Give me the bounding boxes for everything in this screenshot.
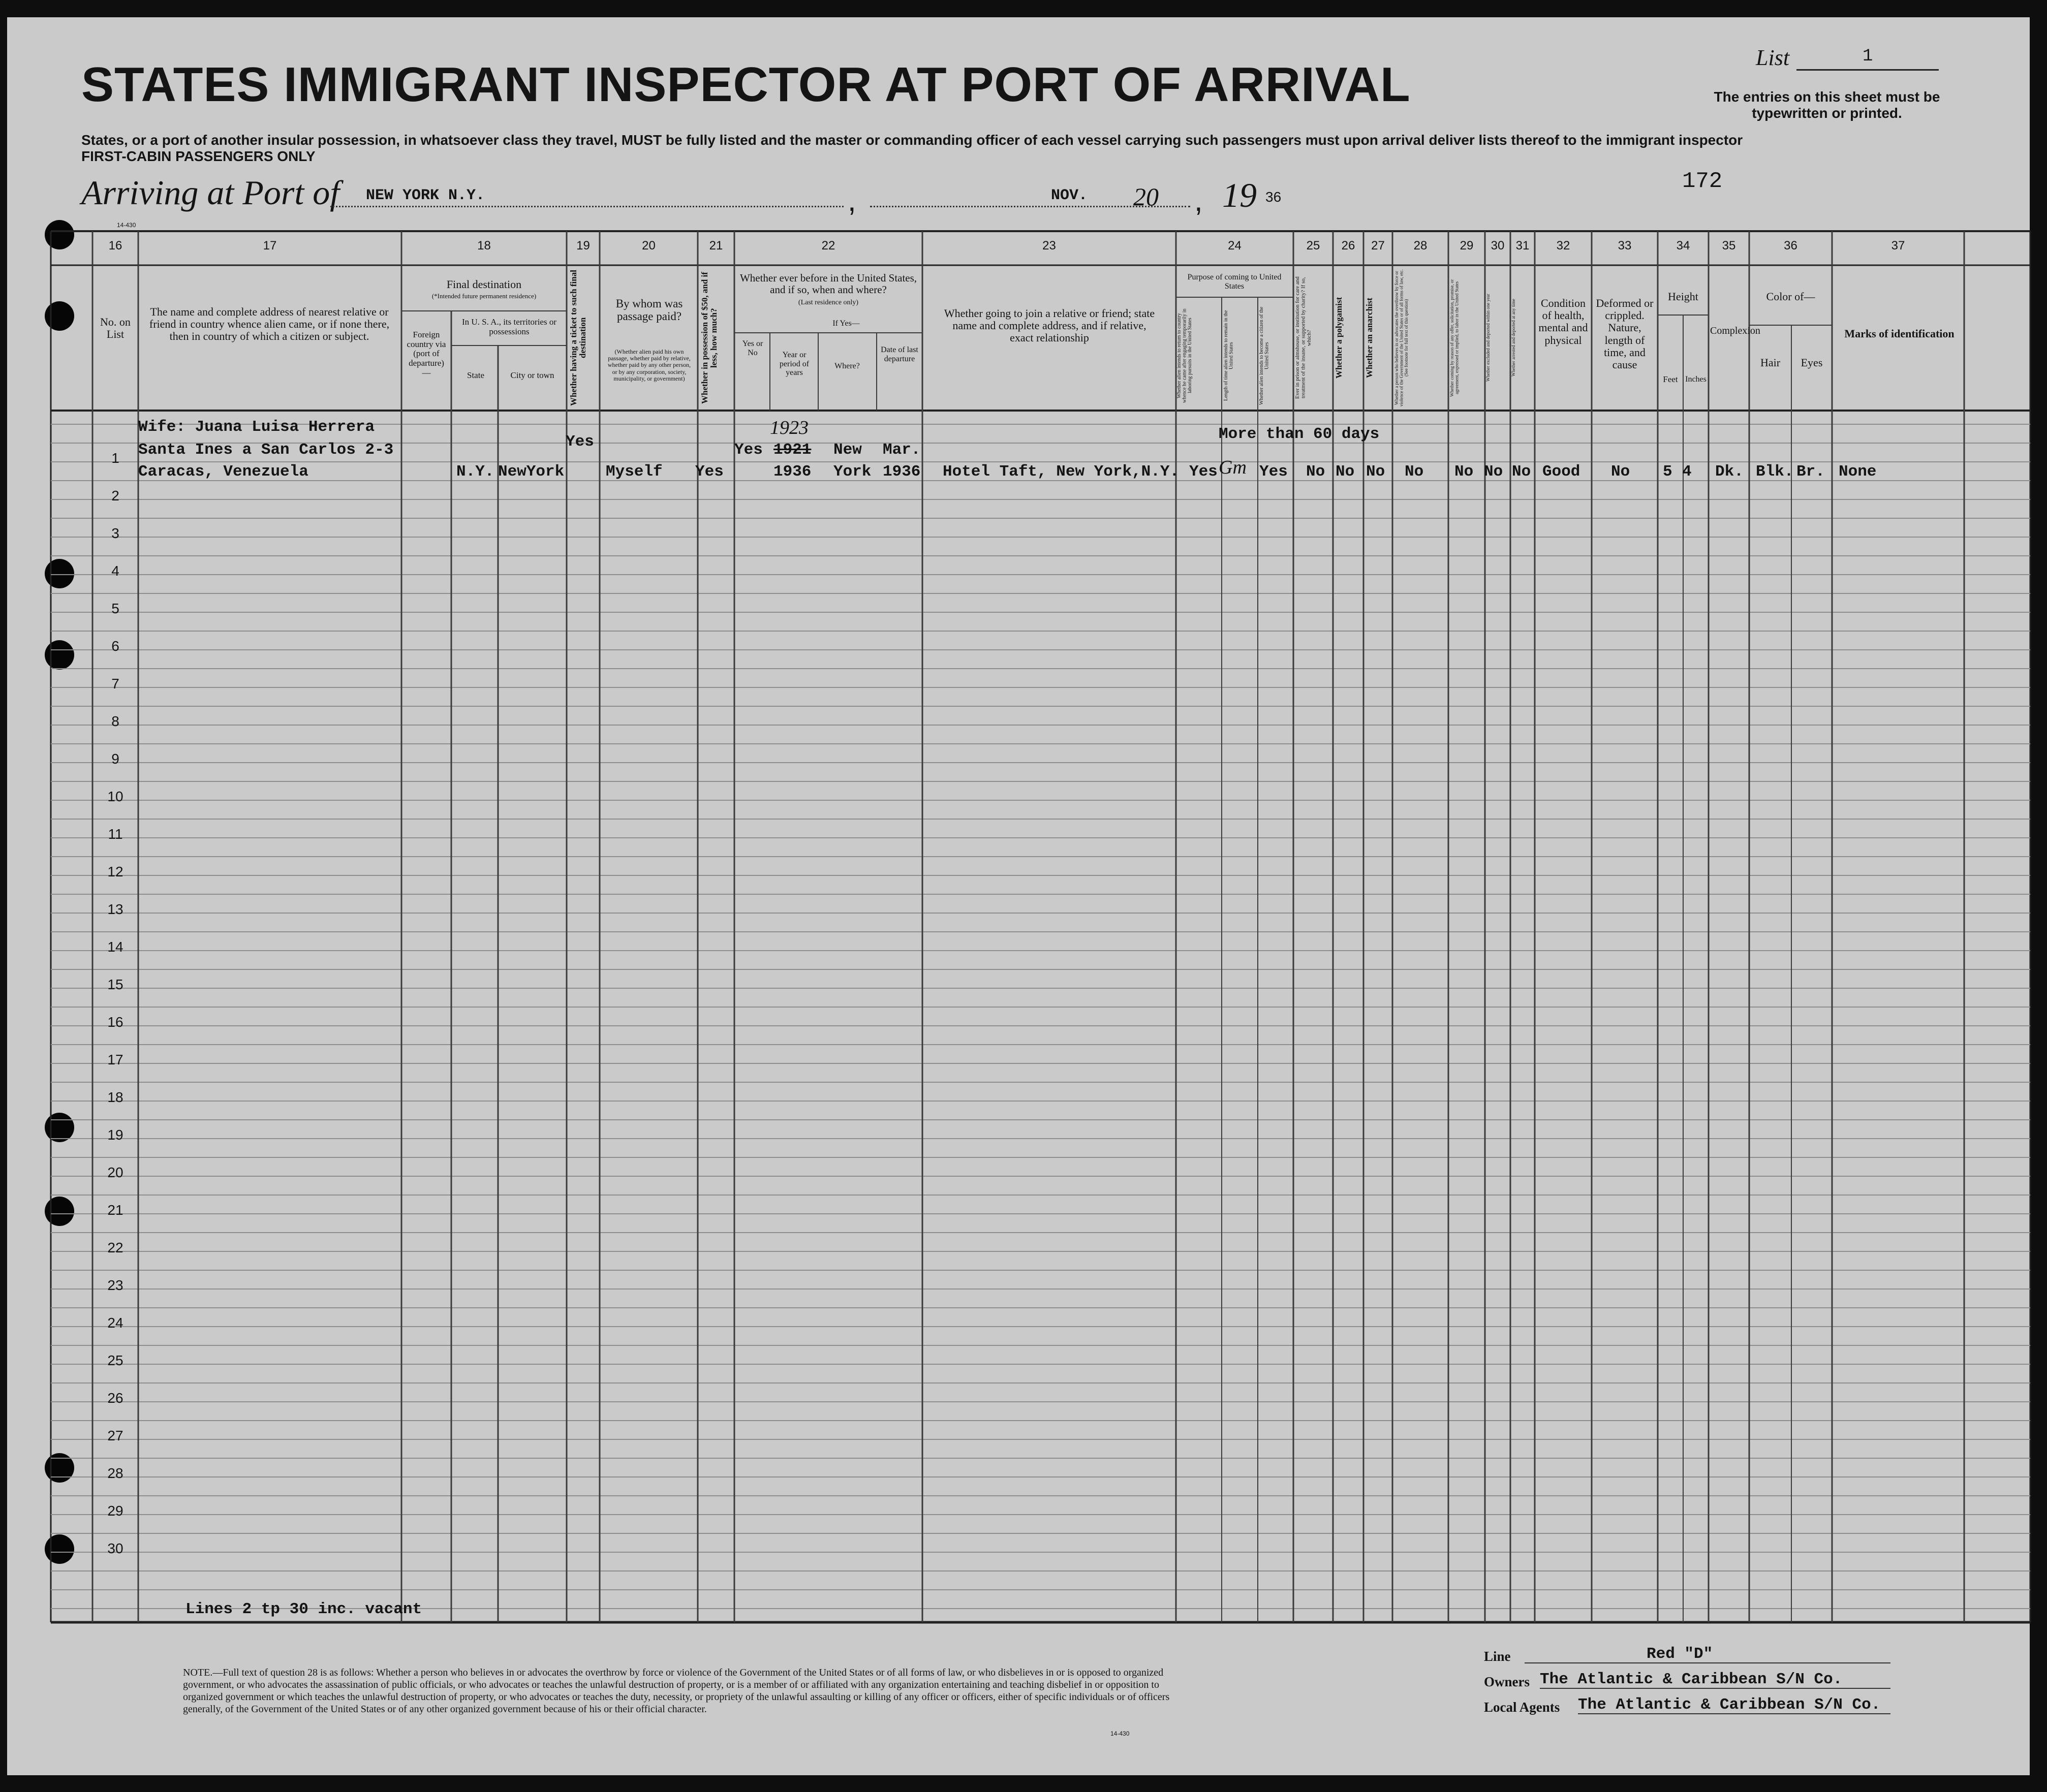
entry-relative-line-2: Santa Ines a San Carlos 2-3 (138, 441, 394, 459)
entry-citizen: Yes (1259, 463, 1288, 481)
row-number: 14 (107, 939, 123, 955)
row-number: 17 (107, 1052, 123, 1067)
header-final-destination: Final destination (446, 278, 522, 291)
year-prefix: 19 (1222, 176, 1257, 214)
entry-joining: Hotel Taft, New York,N.Y. (943, 463, 1180, 481)
entry-relative-line-1: Wife: Juana Luisa Herrera (138, 418, 375, 436)
header-excluded: Whether excluded and deported within one year (1485, 294, 1491, 382)
vacant-lines-note: Lines 2 tp 30 inc. vacant (185, 1600, 422, 1618)
row-number: 1 (111, 450, 119, 466)
header-relative: The name and complete address of nearest relative or friend in country whence alien came, or if none there, then in country of which a citizen or subject. (149, 305, 390, 343)
row-number: 25 (107, 1353, 123, 1368)
entry-date-1: Mar. (883, 441, 921, 459)
col-number-37: 37 (1891, 239, 1905, 253)
col-number-23: 23 (1042, 239, 1056, 253)
row-number: 6 (111, 638, 119, 654)
header-no-on-list: No. on List (100, 316, 131, 341)
header-eyes: Eyes (1801, 356, 1823, 369)
page-number: 172 (1682, 169, 1723, 194)
arriving-label: Arriving at Port of (81, 173, 340, 212)
col-number-27: 27 (1371, 239, 1385, 253)
entry-initials: Gm (1219, 457, 1247, 478)
col-number-30: 30 (1491, 239, 1505, 253)
row-number: 4 (111, 563, 119, 579)
footnote-question-28: NOTE.—Full text of question 28 is as follows: Whether a person who believes in or advocates the overthrow by force or violence of the Government of the United States or of all forms of law, or who disbelieves in or is opposed to organized government, or who advocates the assassination of public officials, or who advocates or teaches the unlawful destruction of property, or is a member of or affiliated with any organization entertaining and teaching disbelief in or opposition to organized government or which teaches the unlawful destruction of property, or who advocates or teaches the duty, necessity, or propriety of the unlawful assaulting or killing of any officer or officers, either of specific individuals or of officers generally, of the Government of the United States or of any other organized government because of his or their official character. (183, 1667, 1170, 1715)
header-date-departure: Date of last departure (881, 345, 918, 363)
entry-anarchist: No (1366, 463, 1385, 481)
col-number-33: 33 (1618, 239, 1632, 253)
entry-feet: 5 (1663, 463, 1672, 481)
entry-year-struck: 1921 (773, 441, 812, 459)
entry-before: Yes (734, 441, 763, 459)
col-number-18: 18 (477, 239, 491, 253)
col-number-32: 32 (1556, 239, 1570, 253)
entry-state: N.Y. (456, 463, 494, 481)
row-number: 3 (111, 525, 119, 541)
entry-prison: No (1306, 463, 1325, 481)
entries-note: The entries on this sheet must be typewritten or printed. (1714, 89, 1940, 121)
list-number: 1 (1863, 47, 1873, 66)
entry-complexion: Dk. (1715, 463, 1744, 481)
header-polygamist: Whether a polygamist (1334, 297, 1344, 379)
row-number: 30 (107, 1541, 123, 1556)
owners-value: The Atlantic & Caribbean S/N Co. (1540, 1671, 1843, 1688)
row-number: 11 (108, 826, 123, 842)
header-us: In U. S. A., its territories or possessions (461, 317, 557, 336)
row-number: 9 (111, 751, 119, 767)
entry-deported: No (1512, 463, 1531, 481)
header-fifty-dollars: Whether in possession of $50, and if less, how much? (700, 272, 719, 404)
arrival-day: 20 (1133, 182, 1159, 211)
header-final-destination-note: (*Intended future permanent residence) (431, 292, 537, 300)
col-number-21: 21 (709, 239, 723, 253)
list-label: List (1756, 45, 1790, 70)
footer-form-code: 14-430 (1110, 1730, 1130, 1737)
header-inches: Inches (1685, 375, 1707, 384)
row-number: 7 (111, 676, 119, 691)
col-number-24: 24 (1228, 239, 1242, 253)
header-overthrow: Whether a person who believes in or advocates the overthrow by force or violence of the Government of the United States or of all forms of law, etc. (See footnote for full text of this question) (1394, 269, 1409, 406)
col-number-25: 25 (1306, 239, 1320, 253)
row-number: 21 (107, 1202, 123, 1218)
header-purpose: Purpose of coming to United States (1187, 273, 1282, 291)
header-return: Whether alien intends to return to country whence he came after engaging temporarily in laboring pursuits in the United States (1176, 308, 1193, 403)
col-number-29: 29 (1460, 239, 1474, 253)
header-passage-paid-note: (Whether alien paid his own passage, whether paid by relative, whether paid by any other person, or by any corporation, society, municipality, or government) (607, 348, 691, 382)
row-number: 18 (107, 1089, 123, 1105)
row-number: 15 (107, 977, 123, 992)
header-prison: Ever in prison or almshouse, or institution for care and treatment of the insane, or supported by charity? If so, which? (1294, 276, 1313, 399)
header-color-of: Color of— (1766, 290, 1815, 303)
form-code: 14-430 (117, 222, 136, 229)
entry-ticket: Yes (566, 433, 594, 451)
year-suffix: 36 (1265, 189, 1282, 205)
col-number-20: 20 (642, 239, 656, 253)
row-number: 12 (107, 864, 123, 879)
row-number: 16 (107, 1014, 123, 1030)
header-hair: Hair (1760, 356, 1781, 369)
row-number: 22 (107, 1240, 123, 1255)
col-number-34: 34 (1676, 239, 1690, 253)
entry-year: 1936 (773, 463, 812, 481)
row-number: 8 (111, 713, 119, 729)
arrival-month: NOV. (1051, 187, 1088, 204)
comma: , (1194, 183, 1203, 217)
agents-label: Local Agents (1484, 1700, 1560, 1715)
row-number: 26 (107, 1390, 123, 1406)
line-label: Line (1484, 1649, 1511, 1664)
entry-inches: 4 (1682, 463, 1692, 481)
header-ever-before: Whether ever before in the United States, and if so, when and where? (739, 272, 917, 296)
agents-value: The Atlantic & Caribbean S/N Co. (1578, 1696, 1881, 1714)
comma: , (848, 183, 856, 217)
entry-hair: Blk. (1756, 463, 1794, 481)
header-complexion: Complexion (1710, 325, 1760, 336)
entry-city: NewYork (498, 463, 565, 481)
row-number: 24 (107, 1315, 123, 1331)
header-health: Condition of health, mental and physical (1538, 297, 1588, 347)
header-city: City or town (510, 370, 554, 380)
entry-excluded: No (1484, 463, 1503, 481)
entry-where-2: York (833, 463, 872, 481)
header-if-yes: If Yes— (832, 319, 860, 328)
header-passage-paid: By whom was passage paid? (615, 297, 683, 323)
row-number: 19 (107, 1127, 123, 1143)
col-number-16: 16 (108, 239, 122, 253)
subtitle: States, or a port of another insular possession, in whatsoever class they travel, MUST be fully listed and the master or commanding officer of each vessel carrying such passengers must upon arrival deliver lists thereof to the immigrant inspector (81, 132, 1743, 148)
page-title: STATES IMMIGRANT INSPECTOR AT PORT OF ARRIVAL (81, 57, 1411, 112)
row-number: 20 (107, 1165, 123, 1180)
entry-relative-line-3: Caracas, Venezuela (138, 463, 308, 481)
class-line: FIRST-CABIN PASSENGERS ONLY (81, 148, 316, 164)
header-foreign-country: Foreign country via (port of departure)— (407, 330, 446, 378)
header-last-residence: (Last residence only) (798, 299, 859, 306)
entry-overthrow: No (1405, 463, 1424, 481)
col-number-36: 36 (1784, 239, 1797, 253)
col-number-35: 35 (1722, 239, 1736, 253)
entry-length: More than 60 days (1219, 425, 1380, 443)
header-height: Height (1668, 290, 1698, 303)
header-yes-no: Yes or No (742, 339, 763, 357)
entry-marks: None (1839, 463, 1877, 481)
row-number: 27 (107, 1428, 123, 1443)
header-anarchist: Whether an anarchist (1364, 297, 1374, 379)
row-number: 2 (111, 488, 119, 504)
col-number-17: 17 (263, 239, 277, 253)
header-where: Where? (834, 362, 860, 370)
row-number: 5 (111, 601, 119, 616)
row-number: 28 (107, 1465, 123, 1481)
port-value: NEW YORK N.Y. (366, 187, 485, 204)
header-labor-offer: Whether coming by reason of any offer, solicitation, promise, or agreement, expressed or implied, to labor in the United States (1449, 279, 1460, 397)
entry-deformed: No (1611, 463, 1630, 481)
entry-paid-by: Myself (606, 463, 663, 481)
entry-offer: No (1454, 463, 1474, 481)
row-number: 10 (107, 789, 123, 804)
entry-eyes: Br. (1796, 463, 1825, 481)
col-number-22: 22 (821, 239, 835, 253)
col-number-31: 31 (1515, 239, 1530, 253)
col-number-28: 28 (1413, 239, 1428, 253)
header-feet: Feet (1663, 374, 1678, 384)
header-joining: Whether going to join a relative or friend; state name and complete address, and if relative, exact relationship (944, 307, 1155, 344)
entry-fifty: Yes (695, 463, 724, 481)
header-year-period: Year or period of years (779, 351, 810, 378)
header-state: State (467, 370, 484, 380)
entry-health: Good (1542, 463, 1580, 481)
entry-where-1: New (833, 441, 862, 459)
entry-date-2: 1936 (883, 463, 921, 481)
header-ticket: Whether having a ticket to such final destination (569, 270, 587, 406)
col-number-26: 26 (1341, 239, 1355, 253)
entry-year-handwritten: 1923 (770, 417, 809, 438)
header-arrested: Whether arrested and deported at any time (1511, 299, 1516, 377)
row-number: 29 (107, 1503, 123, 1519)
entry-polygamist: No (1336, 463, 1355, 481)
header-become-citizen: Whether alien intends to become a citizen of the United States (1259, 306, 1270, 405)
line-value: Red "D" (1647, 1645, 1713, 1663)
header-deformed: Deformed or crippled. Nature, length of time, and cause (1596, 297, 1654, 371)
row-number: 23 (107, 1277, 123, 1293)
row-number: 13 (107, 901, 123, 917)
header-marks: Marks of identification (1844, 327, 1955, 340)
header-length-of-stay: Length of time alien intends to remain in the United States (1223, 310, 1234, 401)
col-number-19: 19 (576, 239, 590, 253)
entry-return: Yes (1189, 463, 1218, 481)
owners-label: Owners (1484, 1674, 1530, 1689)
